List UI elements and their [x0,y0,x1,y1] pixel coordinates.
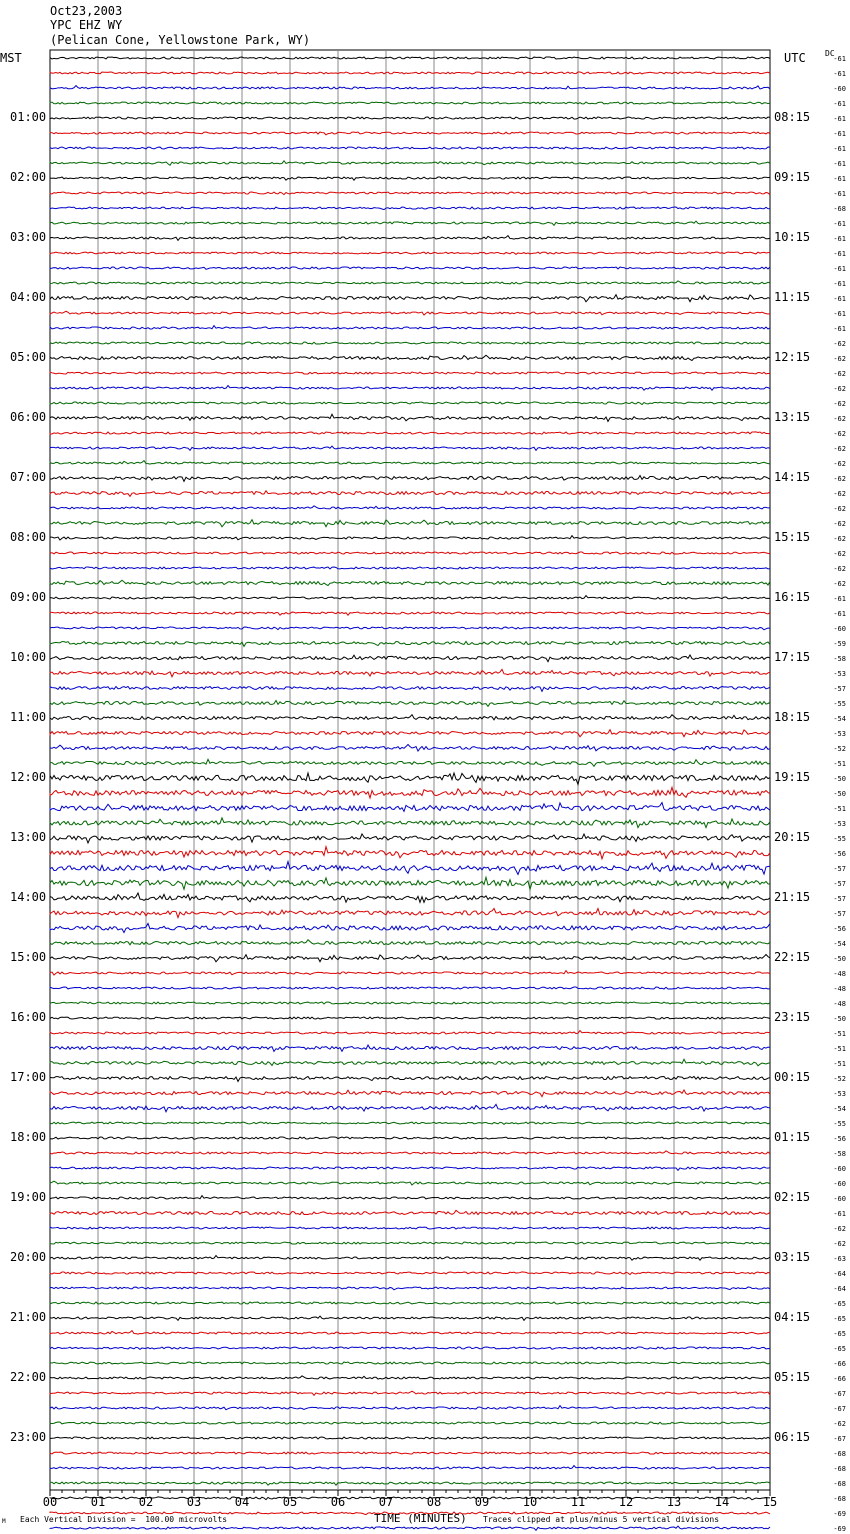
hour-label-mst: 14:00 [10,890,47,904]
trace-48 [50,773,770,784]
dc-column-label: DC [825,49,835,58]
trace-71 [50,1122,770,1124]
left-timezone-label: MST [0,51,22,65]
dc-offset-label: -61 [833,100,846,108]
dc-offset-label: -66 [833,1360,846,1368]
dc-offset-label: -53 [833,670,846,678]
trace-59 [50,940,770,945]
trace-74 [50,1167,770,1170]
trace-17 [50,311,770,315]
dc-offset-label: -63 [833,1255,846,1263]
dc-offset-label: -67 [833,1435,846,1443]
x-tick-label: 14 [714,1495,730,1509]
trace-44 [50,715,770,720]
dc-offset-label: -57 [833,865,846,873]
trace-53 [50,847,770,859]
trace-90 [50,1406,770,1410]
trace-56 [50,893,770,902]
dc-offset-label: -64 [833,1270,846,1278]
trace-89 [50,1391,770,1395]
footer-clip-note: Traces clipped at plus/minus 5 vertical divisions [483,1515,720,1524]
plot-frame [50,50,770,1490]
hour-label-mst: 01:00 [10,110,47,124]
dc-offset-label: -62 [833,460,846,468]
trace-43 [50,701,770,707]
dc-offset-label: -65 [833,1345,846,1353]
trace-40 [50,655,770,662]
dc-offset-label: -55 [833,1120,846,1128]
x-tick-label: 00 [42,1495,58,1509]
dc-offset-label: -68 [833,1495,846,1503]
trace-16 [50,295,770,302]
dc-offset-label: -66 [833,1375,846,1383]
dc-offset-label: -65 [833,1330,846,1338]
footer-scale-note: Each Vertical Division = 100.00 microvolts [20,1515,228,1524]
date-label: Oct23,2003 [50,4,123,18]
x-tick-label: 01 [90,1495,106,1509]
dc-offset-label: -69 [833,1510,846,1518]
trace-50 [50,803,770,812]
trace-32 [50,536,770,540]
trace-11 [50,221,770,225]
dc-offset-label: -61 [833,295,846,303]
trace-10 [50,207,770,210]
trace-84 [50,1316,770,1320]
hour-label-utc: 16:15 [774,590,811,604]
x-tick-label: 11 [570,1495,586,1509]
x-axis [43,1490,777,1509]
dc-offset-label: -52 [833,1075,846,1083]
dc-offset-label: -62 [833,385,846,393]
trace-55 [50,877,770,889]
hour-label-mst: 07:00 [10,470,47,484]
dc-offset-label: -62 [833,535,846,543]
trace-15 [50,281,770,284]
dc-offset-label: -57 [833,685,846,693]
hour-label-utc: 06:15 [774,1430,811,1444]
hour-label-mst: 22:00 [10,1370,47,1384]
hour-label-utc: 20:15 [774,830,811,844]
trace-14 [50,267,770,269]
trace-91 [50,1422,770,1424]
trace-80 [50,1256,770,1261]
trace-36 [50,596,770,599]
x-tick-label: 15 [762,1495,778,1509]
trace-88 [50,1376,770,1379]
dc-offset-label: -55 [833,835,846,843]
trace-92 [50,1437,770,1439]
trace-5 [50,132,770,135]
dc-offset-label: -61 [833,235,846,243]
trace-75 [50,1181,770,1185]
trace-4 [50,117,770,119]
dc-offset-label: -56 [833,925,846,933]
dc-offset-label: -60 [833,85,846,93]
trace-39 [50,641,770,646]
dc-offset-label: -50 [833,1015,846,1023]
trace-28 [50,476,770,482]
hour-label-utc: 22:15 [774,950,811,964]
dc-offset-label: -61 [833,1210,846,1218]
hour-label-utc: 19:15 [774,770,811,784]
dc-offset-label: -56 [833,1135,846,1143]
dc-offset-label: -51 [833,760,846,768]
dc-offset-label: -62 [833,355,846,363]
hour-label-mst: 17:00 [10,1070,47,1084]
trace-1 [50,72,770,74]
trace-35 [50,580,770,585]
dc-offset-label: -61 [833,310,846,318]
trace-12 [50,236,770,241]
trace-70 [50,1104,770,1111]
trace-7 [50,161,770,165]
hour-label-utc: 14:15 [774,470,811,484]
trace-3 [50,102,770,104]
x-tick-label: 07 [378,1495,394,1509]
hour-label-utc: 23:15 [774,1010,811,1024]
dc-offset-label: -62 [833,505,846,513]
x-tick-label: 04 [234,1495,250,1509]
hour-label-mst: 03:00 [10,230,47,244]
dc-offset-label: -58 [833,655,846,663]
dc-offset-label: -61 [833,55,846,63]
trace-77 [50,1210,770,1214]
dc-offset-label: -61 [833,325,846,333]
trace-82 [50,1287,770,1290]
trace-87 [50,1362,770,1364]
trace-73 [50,1151,770,1154]
trace-52 [50,834,770,843]
trace-68 [50,1076,770,1081]
trace-23 [50,402,770,405]
hour-label-mst: 19:00 [10,1190,47,1204]
dc-offset-label: -68 [833,1450,846,1458]
dc-offset-label: -48 [833,970,846,978]
dc-offset-label: -48 [833,1000,846,1008]
trace-79 [50,1242,770,1244]
x-axis-title: TIME (MINUTES) [374,1512,467,1525]
x-tick-label: 06 [330,1495,346,1509]
dc-offset-label: -57 [833,880,846,888]
trace-66 [50,1045,770,1051]
plot-grid [50,50,770,1490]
hour-label-mst: 18:00 [10,1130,47,1144]
trace-62 [50,987,770,989]
hour-label-utc: 21:15 [774,890,811,904]
dc-offset-label: -65 [833,1300,846,1308]
trace-30 [50,506,770,509]
dc-offset-label: -60 [833,1165,846,1173]
hour-label-mst: 16:00 [10,1010,47,1024]
trace-63 [50,1002,770,1004]
dc-offset-label: -50 [833,775,846,783]
trace-25 [50,432,770,434]
hour-label-mst: 23:00 [10,1430,47,1444]
dc-offset-label: -57 [833,910,846,918]
dc-offset-label: -62 [833,1420,846,1428]
hour-label-utc: 02:15 [774,1190,811,1204]
trace-46 [50,744,770,751]
trace-69 [50,1090,770,1097]
trace-54 [50,862,770,875]
hour-label-utc: 09:15 [774,170,811,184]
hour-label-mst: 10:00 [10,650,47,664]
hour-label-utc: 10:15 [774,230,811,244]
dc-offset-label: -67 [833,1405,846,1413]
dc-offset-label: -62 [833,475,846,483]
trace-0 [50,57,770,59]
dc-offset-label: -62 [833,565,846,573]
footer-mark: M [2,1518,6,1525]
hour-label-utc: 03:15 [774,1250,811,1264]
x-tick-label: 12 [618,1495,634,1509]
dc-offset-label: -62 [833,550,846,558]
dc-offset-label: -61 [833,610,846,618]
hour-label-mst: 05:00 [10,350,47,364]
trace-31 [50,520,770,527]
trace-29 [50,491,770,497]
hour-label-utc: 01:15 [774,1130,811,1144]
trace-41 [50,669,770,676]
dc-offset-label: -59 [833,640,846,648]
dc-offset-label: -64 [833,1285,846,1293]
hour-label-mst: 11:00 [10,710,47,724]
trace-57 [50,908,770,917]
trace-83 [50,1302,770,1304]
trace-65 [50,1031,770,1034]
dc-offset-label: -67 [833,1390,846,1398]
dc-offset-label: -62 [833,1240,846,1248]
trace-9 [50,192,770,195]
dc-offset-label: -51 [833,1060,846,1068]
dc-offset-label: -60 [833,1195,846,1203]
hour-label-utc: 00:15 [774,1070,811,1084]
trace-8 [50,177,770,180]
dc-offset-label: -62 [833,340,846,348]
trace-58 [50,923,770,932]
trace-6 [50,147,770,149]
dc-offset-label: -54 [833,940,846,948]
dc-offset-label: -52 [833,745,846,753]
hour-label-mst: 02:00 [10,170,47,184]
dc-offset-label: -62 [833,400,846,408]
trace-2 [50,86,770,89]
trace-72 [50,1137,770,1139]
x-tick-label: 02 [138,1495,154,1509]
dc-offset-label: -62 [833,490,846,498]
trace-78 [50,1227,770,1229]
dc-offset-label: -61 [833,145,846,153]
hour-label-utc: 05:15 [774,1370,811,1384]
x-tick-label: 05 [282,1495,298,1509]
dc-offset-label: -61 [833,70,846,78]
hour-label-utc: 12:15 [774,350,811,364]
dc-offset-label: -68 [833,1480,846,1488]
dc-offset-label: -48 [833,985,846,993]
trace-86 [50,1347,770,1349]
dc-offset-label: -62 [833,580,846,588]
hour-label-mst: 15:00 [10,950,47,964]
x-tick-label: 08 [426,1495,442,1509]
trace-19 [50,342,770,344]
dc-offset-label: -62 [833,520,846,528]
dc-offset-label: -54 [833,1105,846,1113]
dc-offset-label: -61 [833,115,846,123]
dc-offset-label: -62 [833,1225,846,1233]
dc-offset-label: -51 [833,1030,846,1038]
dc-offset-label: -50 [833,790,846,798]
trace-37 [50,612,770,615]
dc-offset-label: -61 [833,280,846,288]
trace-49 [50,787,770,798]
trace-94 [50,1466,770,1469]
hour-label-mst: 09:00 [10,590,47,604]
hour-label-mst: 21:00 [10,1310,47,1324]
trace-20 [50,355,770,360]
hour-label-utc: 18:15 [774,710,811,724]
dc-offset-label: -60 [833,1180,846,1188]
dc-offset-label: -61 [833,190,846,198]
trace-64 [50,1017,770,1019]
trace-51 [50,818,770,828]
x-tick-label: 03 [186,1495,202,1509]
hour-label-utc: 08:15 [774,110,811,124]
trace-96 [50,1497,770,1500]
trace-13 [50,252,770,254]
dc-offset-label: -53 [833,730,846,738]
dc-offset-label: -60 [833,625,846,633]
right-timezone-label: UTC [784,51,806,65]
x-tick-label: 10 [522,1495,538,1509]
dc-offset-label: -55 [833,700,846,708]
trace-85 [50,1331,770,1334]
dc-offset-label: -61 [833,250,846,258]
dc-offset-label: -68 [833,1465,846,1473]
trace-76 [50,1196,770,1199]
dc-offset-label: -58 [833,1150,846,1158]
dc-offset-label: -51 [833,1045,846,1053]
x-tick-label: 13 [666,1495,682,1509]
dc-offset-label: -65 [833,1315,846,1323]
trace-18 [50,326,770,329]
trace-60 [50,954,770,961]
trace-98 [50,1526,770,1530]
trace-26 [50,446,770,450]
dc-offset-label: -62 [833,430,846,438]
hour-label-utc: 13:15 [774,410,811,424]
dc-offset-label: -53 [833,820,846,828]
trace-21 [50,372,770,374]
dc-offset-label: -69 [833,1525,846,1533]
trace-24 [50,414,770,421]
hour-label-mst: 04:00 [10,290,47,304]
x-tick-label: 09 [474,1495,490,1509]
dc-offset-label: -50 [833,955,846,963]
hour-label-utc: 11:15 [774,290,811,304]
location-label: (Pelican Cone, Yellowstone Park, WY) [50,33,311,47]
dc-offset-label: -62 [833,370,846,378]
trace-27 [50,461,770,464]
dc-offset-label: -61 [833,220,846,228]
dc-offset-label: -57 [833,895,846,903]
hour-label-mst: 13:00 [10,830,47,844]
hour-label-mst: 08:00 [10,530,47,544]
dc-offset-label: -61 [833,595,846,603]
dc-offset-label: -61 [833,160,846,168]
dc-offset-label: -54 [833,715,846,723]
trace-67 [50,1059,770,1066]
trace-61 [50,971,770,975]
dc-offset-label: -61 [833,265,846,273]
hour-label-mst: 20:00 [10,1250,47,1264]
dc-offset-label: -68 [833,205,846,213]
hour-label-utc: 04:15 [774,1310,811,1324]
dc-offset-label: -62 [833,415,846,423]
trace-22 [50,386,770,391]
trace-47 [50,759,770,766]
dc-offset-label: -61 [833,130,846,138]
trace-81 [50,1272,770,1275]
dc-offset-label: -51 [833,805,846,813]
trace-group [50,55,846,1534]
dc-offset-label: -53 [833,1090,846,1098]
hour-label-mst: 12:00 [10,770,47,784]
trace-34 [50,567,770,569]
trace-33 [50,552,770,554]
trace-95 [50,1482,770,1485]
dc-offset-label: -61 [833,175,846,183]
hour-label-utc: 17:15 [774,650,811,664]
trace-93 [50,1452,770,1454]
dc-offset-label: -62 [833,445,846,453]
dc-offset-label: -56 [833,850,846,858]
station-label: YPC EHZ WY [50,18,123,32]
hour-label-utc: 15:15 [774,530,811,544]
hour-label-mst: 06:00 [10,410,47,424]
trace-45 [50,730,770,737]
trace-42 [50,686,770,691]
trace-38 [50,627,770,630]
